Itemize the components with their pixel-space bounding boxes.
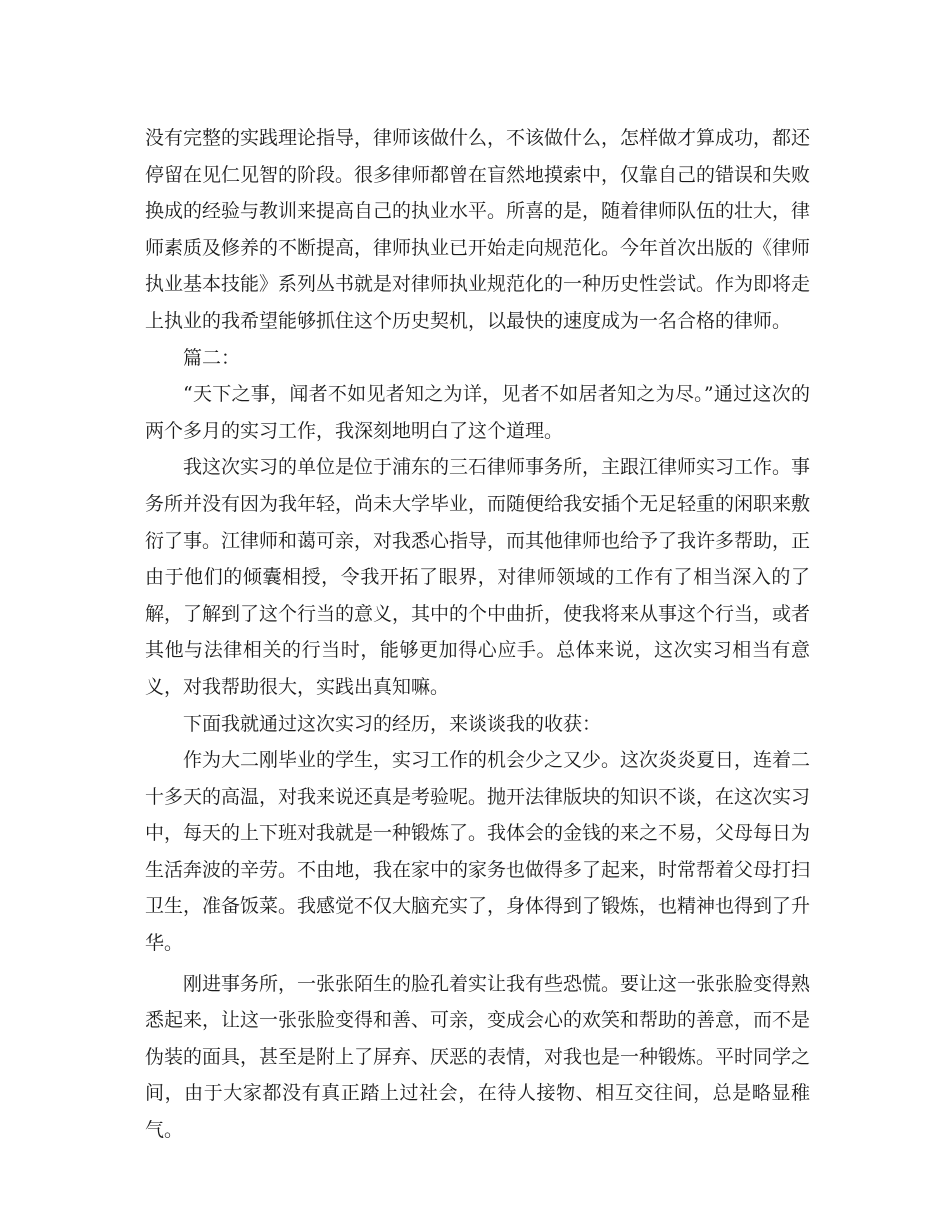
paragraph: 下面我就通过这次实习的经历，来谈谈我的收获：: [183, 712, 602, 735]
section-heading: 篇二：: [183, 346, 241, 369]
document-body: [145, 120, 810, 1149]
paragraph: 刚进事务所，一张张陌生的脸孔着实让我有些恐慌。要让这一张张脸变得熟悉起来，让这一张张脸变得和善、可亲，变成会心的欢笑和帮助的善意，而不是伪装的面具，甚至是附上了屏弃、厌恶的表情，对我也是一种锻炼。平时同学之间，由于大家都没有真正踏上过社会，在待人接物、相互交往间，总是略显稚气。: [145, 972, 811, 1142]
paragraph: 我这次实习的单位是位于浦东的三石律师事务所，主跟江律师实习工作。事务所并没有因为我年轻，尚未大学毕业，而随便给我安插个无足轻重的闲职来敷衍了事。江律师和蔼可亲，对我悉心指导，而其他律师也给予了我许多帮助，正由于他们的倾囊相授，令我开拓了眼界，对律师领域的工作有了相当深入的了解，了解到了这个行当的意义，其中的个中曲折，使我将来从事这个行当，或者其他与法律相关的行当时，能够更加得心应手。总体来说，这次实习相当有意义，对我帮助很大，实践出真知嘛。: [145, 456, 811, 698]
paragraph: 没有完整的实践理论指导，律师该做什么，不该做什么，怎样做才算成功，都还停留在见仁见智的阶段。很多律师都曾在盲然地摸索中，仅靠自己的错误和失败换成的经验与教训来提高自己的执业水平。所喜的是，随着律师队伍的壮大，律师素质及修养的不断提高，律师执业已开始走向规范化。今年首次出版的《律师执业基本技能》系列丛书就是对律师执业规范化的一种历史性尝试。作为即将走上执业的我希望能够抓住这个历史契机，以最快的速度成为一名合格的律师。: [145, 127, 811, 332]
paragraph: “天下之事，闻者不如见者知之为详，见者不如居者知之为尽。”通过这次的两个多月的实习工作，我深刻地明白了这个道理。: [145, 383, 810, 442]
paragraph: 作为大二刚毕业的学生，实习工作的机会少之又少。这次炎炎夏日，连着二十多天的高温，对我来说还真是考验呢。抛开法律版块的知识不谈，在这次实习中，每天的上下班对我就是一种锻炼了。我体会的金钱的来之不易，父母每日为生活奔波的辛劳。不由地，我在家中的家务也做得多了起来，时常帮着父母打扫卫生，准备饭菜。我感觉不仅大脑充实了，身体得到了锻炼，也精神也得到了升华。: [145, 749, 811, 955]
